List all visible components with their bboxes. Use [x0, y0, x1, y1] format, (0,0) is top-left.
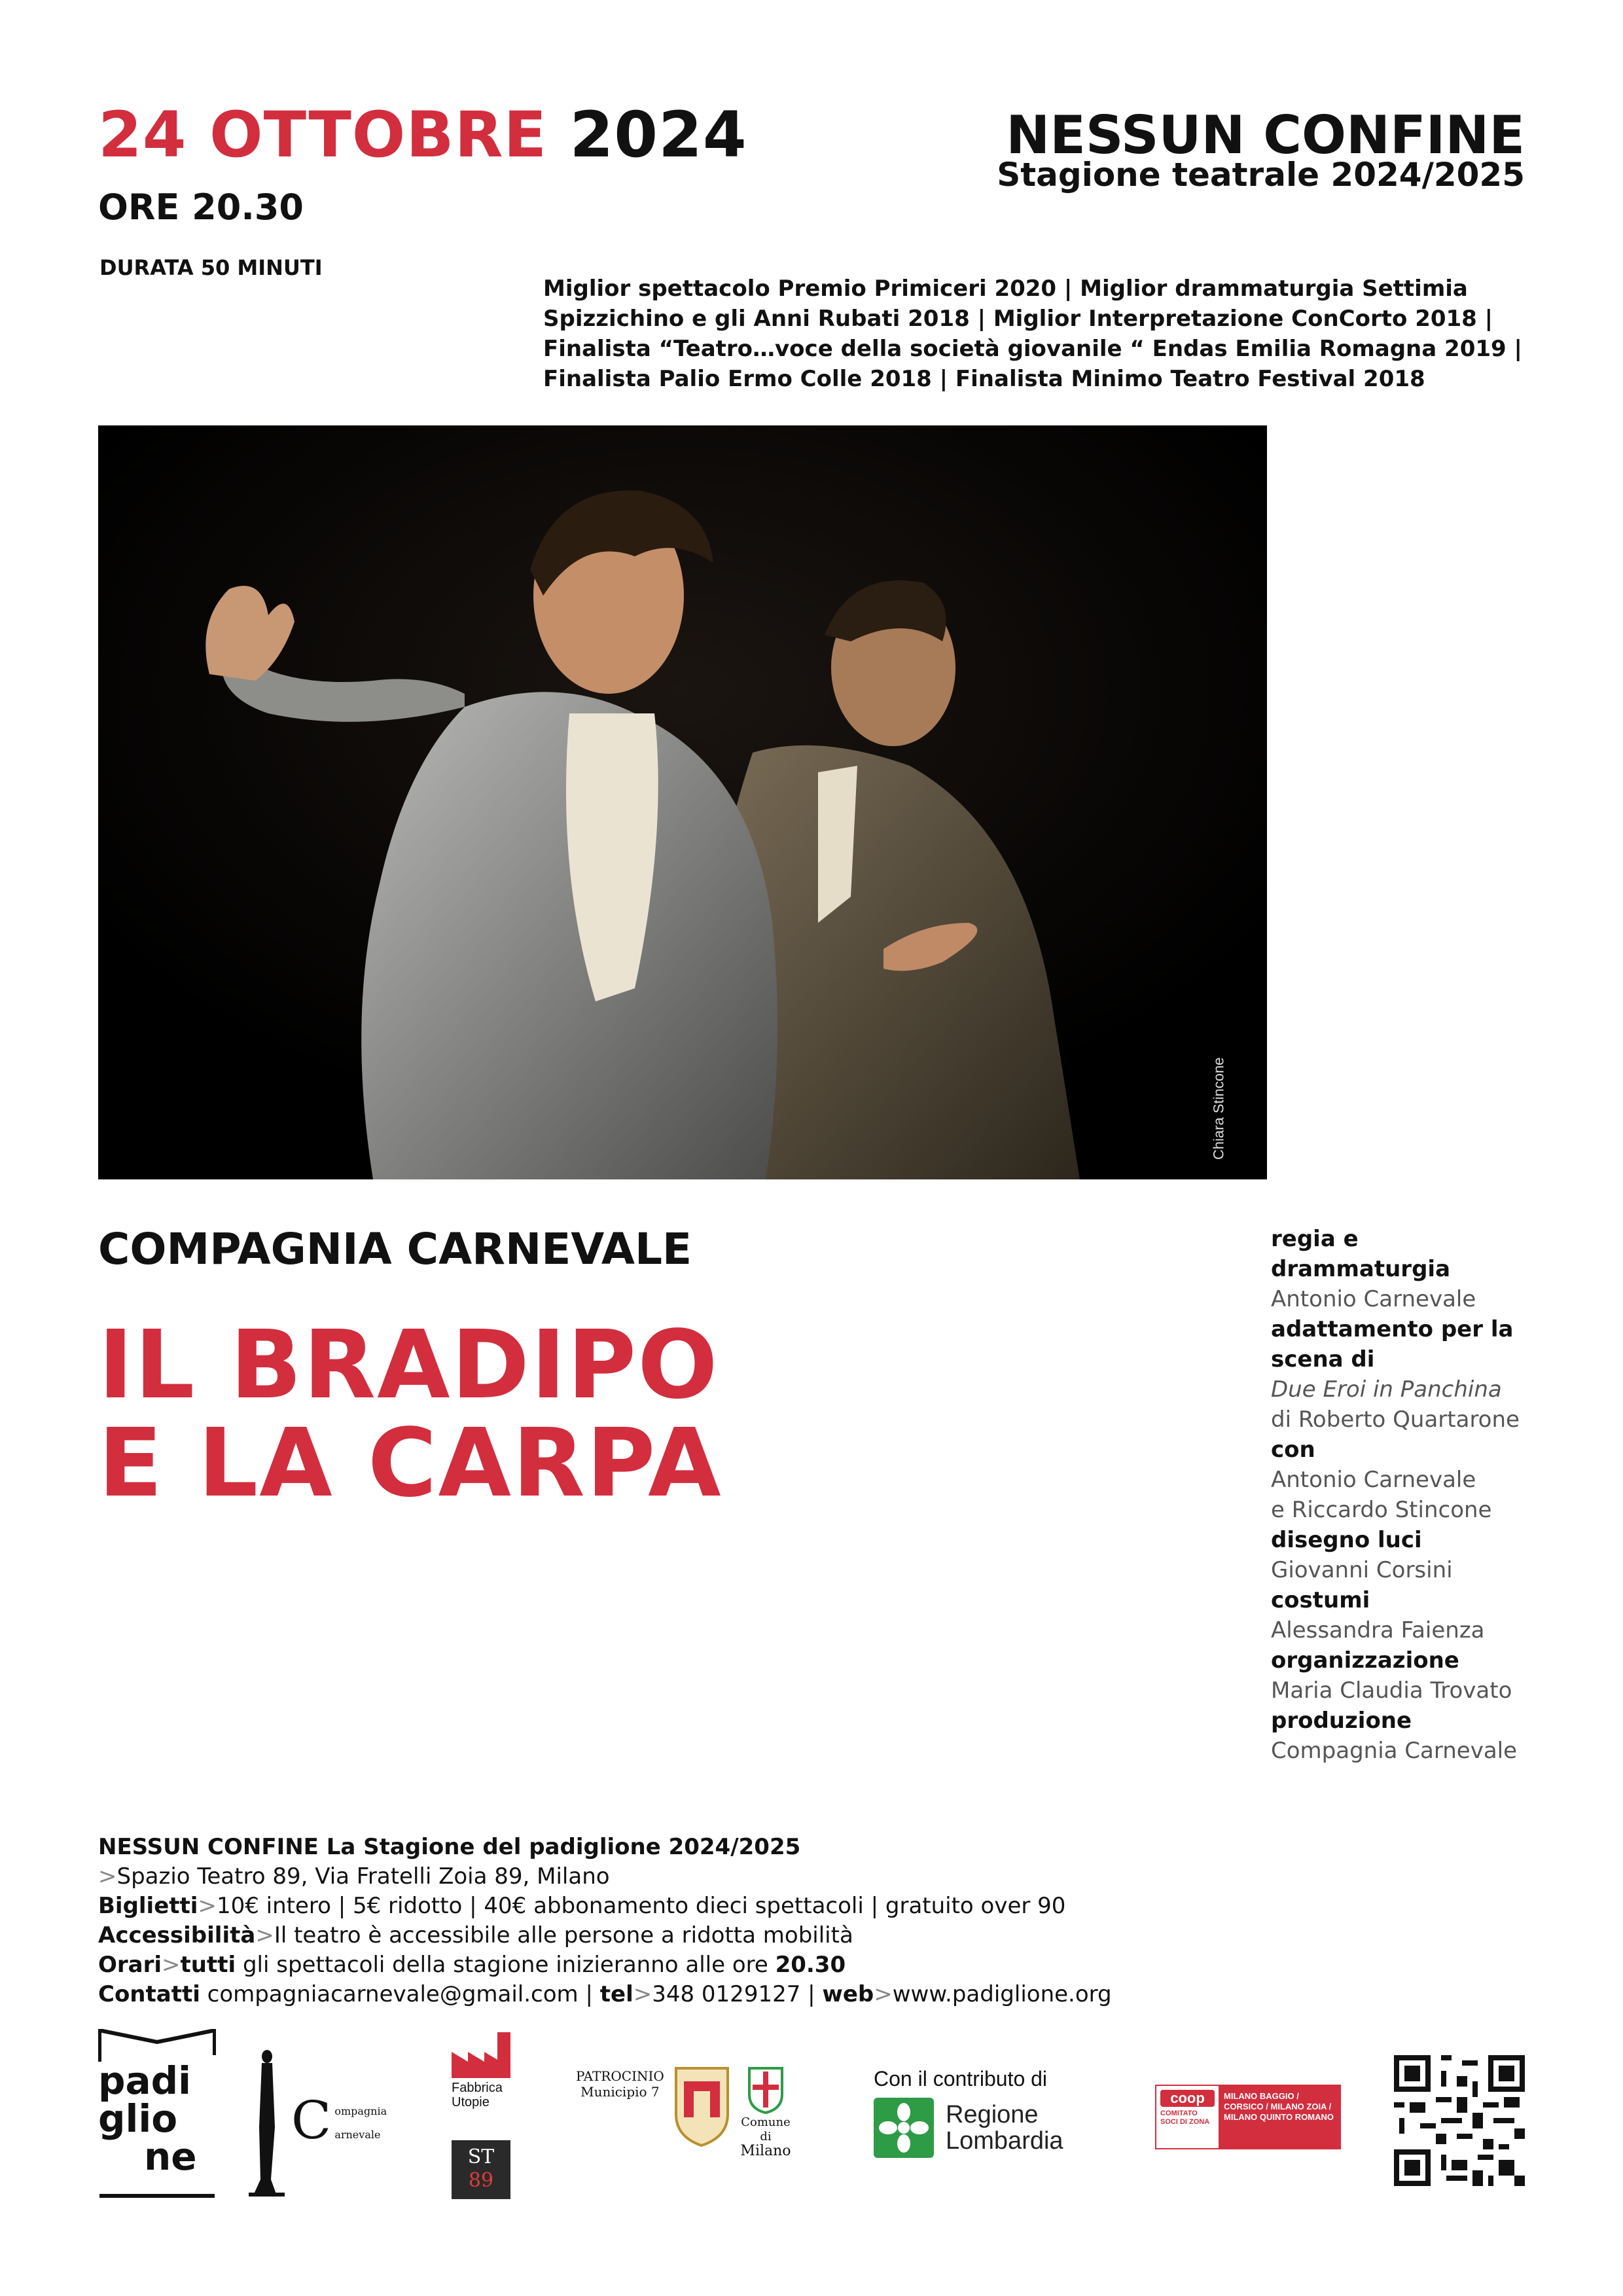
arrow-icon: >	[874, 1981, 893, 2007]
padiglione-word-2: glio	[98, 2096, 178, 2141]
show-title-line1: IL BRADIPO	[98, 1310, 719, 1420]
hours-label: Orari	[98, 1952, 162, 1978]
access-text: Il teatro è accessibile alle persone a ridotta mobilità	[274, 1922, 853, 1948]
st89-st: ST	[467, 2145, 495, 2168]
coop-zone: MILANO BAGGIO / CORSICO / MILANO ZOIA / MILANO QUINTO ROMANO	[1219, 2086, 1340, 2148]
contributo-label: Con il contributo di	[874, 2067, 1048, 2090]
contacts-label: Contatti	[98, 1981, 200, 2007]
padiglione-logo	[98, 2029, 216, 2199]
web-label: web	[822, 1981, 874, 2007]
credit-role: produzione	[1271, 1708, 1412, 1734]
access-label: Accessibilità	[98, 1922, 256, 1948]
credit-name: Alessandra Faienza	[1271, 1617, 1485, 1643]
arrow-icon: >	[162, 1952, 181, 1978]
credit-role: regia e drammaturgia	[1271, 1226, 1451, 1282]
credit-name: Compagnia Carnevale	[1271, 1738, 1518, 1764]
season-subtitle: Stagione teatrale 2024/2025	[997, 156, 1525, 194]
fabbrica-line-2: Utopie	[452, 2095, 490, 2109]
practical-info	[98, 1833, 1211, 2009]
credit-role: disegno luci	[1271, 1527, 1422, 1553]
qr-code-icon[interactable]	[1394, 2055, 1525, 2186]
credit-role: organizzazione	[1271, 1647, 1459, 1674]
photo-illustration	[98, 425, 1267, 1179]
credits-list	[1271, 1224, 1533, 1766]
regione-line-2: Lombardia	[946, 2127, 1063, 2155]
photo-credit: Chiara Stincone	[1211, 1057, 1227, 1160]
credit-name: Antonio Carnevale	[1271, 1286, 1476, 1312]
credit-role: costumi	[1271, 1587, 1370, 1613]
st89-logo	[452, 2140, 510, 2199]
arrow-icon: >	[98, 1863, 117, 1890]
comune-milano-label	[740, 2115, 792, 2159]
factory-icon	[452, 2032, 510, 2078]
hours-time: 20.30	[775, 1952, 846, 1978]
credit-name: di Roberto Quartarone	[1271, 1407, 1520, 1433]
comune-line-1: Comune di	[741, 2115, 791, 2144]
date-year: 2024	[569, 98, 747, 171]
contact-web[interactable]: www.padiglione.org	[892, 1981, 1112, 2007]
coop-comitato: COMITATO SOCI DI ZONA	[1160, 2109, 1210, 2126]
milano-crest-icon	[746, 2062, 785, 2114]
stage-photo	[98, 425, 1267, 1179]
compagnia-carnevale-logo	[291, 2090, 387, 2151]
event-duration: DURATA 50 MINUTI	[99, 255, 323, 280]
show-title	[98, 1310, 722, 1518]
venue-address: Spazio Teatro 89, Via Fratelli Zoia 89, Milano	[116, 1863, 610, 1890]
credit-name: Antonio Carnevale	[1271, 1467, 1476, 1493]
compagnia-c-letter: C	[291, 2090, 332, 2151]
event-date	[98, 98, 747, 171]
padiglione-word-3: ne	[144, 2134, 197, 2179]
credit-name: Maria Claudia Trovato	[1271, 1677, 1512, 1704]
credit-work: Due Eroi in Panchina	[1271, 1376, 1502, 1403]
st89-number: 89	[468, 2169, 494, 2192]
patrocinio-label: PATROCINIO	[576, 2068, 664, 2084]
company-name: COMPAGNIA CARNEVALE	[98, 1224, 692, 1274]
fabbrica-line-1: Fabbrica	[452, 2081, 503, 2095]
season-line: NESSUN CONFINE La Stagione del padiglione 2024/2025	[98, 1834, 801, 1860]
contact-tel[interactable]: 348 0129127 |	[652, 1981, 823, 2007]
arrow-icon: >	[255, 1922, 274, 1948]
figure-logo-icon	[242, 2049, 288, 2199]
credit-name: e Riccardo Stincone	[1271, 1497, 1492, 1523]
compagnia-line-2: arnevale	[334, 2128, 381, 2141]
tickets-prices: 10€ intero | 5€ ridotto | 40€ abbonamento dieci spettacoli | gratuito over 90	[216, 1893, 1066, 1919]
padiglione-word-1: padi	[98, 2058, 192, 2103]
fabbrica-utopie-logo	[452, 2032, 510, 2109]
compagnia-line-1: ompagnia	[334, 2105, 387, 2117]
credit-role: con	[1271, 1437, 1315, 1463]
credit-name: Giovanni Corsini	[1271, 1557, 1453, 1583]
regione-rosa-icon	[874, 2098, 934, 2158]
credit-role: adattamento per la scena di	[1271, 1316, 1514, 1372]
arrow-icon: >	[198, 1893, 217, 1919]
patrocinio-block	[576, 2068, 664, 2100]
contact-email[interactable]: compagniacarnevale@gmail.com |	[200, 1981, 600, 2007]
awards-text: Miglior spettacolo Premio Primiceri 2020 | Miglior drammaturgia Settimia Spizzichino e gli Anni Rubati 2018 | Miglior Interpretazione ConCorto 2018 | Finalista “Teatro…voce della società giovanile “ Endas Emilia Romagna 2019 | Finalista Palio Ermo Colle 2018 | Finalista Minimo Teatro Festival 2018	[543, 276, 1522, 392]
comune-line-2: Milano	[740, 2143, 791, 2159]
coop-logo	[1155, 2085, 1341, 2149]
hours-bold: tutti	[180, 1952, 236, 1978]
patrocinio-municipio: Municipio 7	[580, 2084, 660, 2100]
date-day-month: 24 OTTOBRE	[98, 98, 548, 171]
season-title: NESSUN CONFINE	[1006, 105, 1525, 166]
tel-label: tel	[599, 1981, 633, 2007]
regione-line-1: Regione	[946, 2101, 1039, 2128]
show-title-line2: E LA CARPA	[98, 1408, 722, 1518]
hours-text: gli spettacoli della stagione inizieranno alle ore	[236, 1952, 776, 1978]
arrow-icon: >	[633, 1981, 652, 2007]
tickets-label: Biglietti	[98, 1893, 198, 1919]
coop-word: coop	[1160, 2090, 1215, 2107]
municipio-7-crest-icon	[671, 2062, 733, 2147]
regione-lombardia-logo	[874, 2098, 1063, 2158]
event-time: ORE 20.30	[98, 187, 304, 228]
